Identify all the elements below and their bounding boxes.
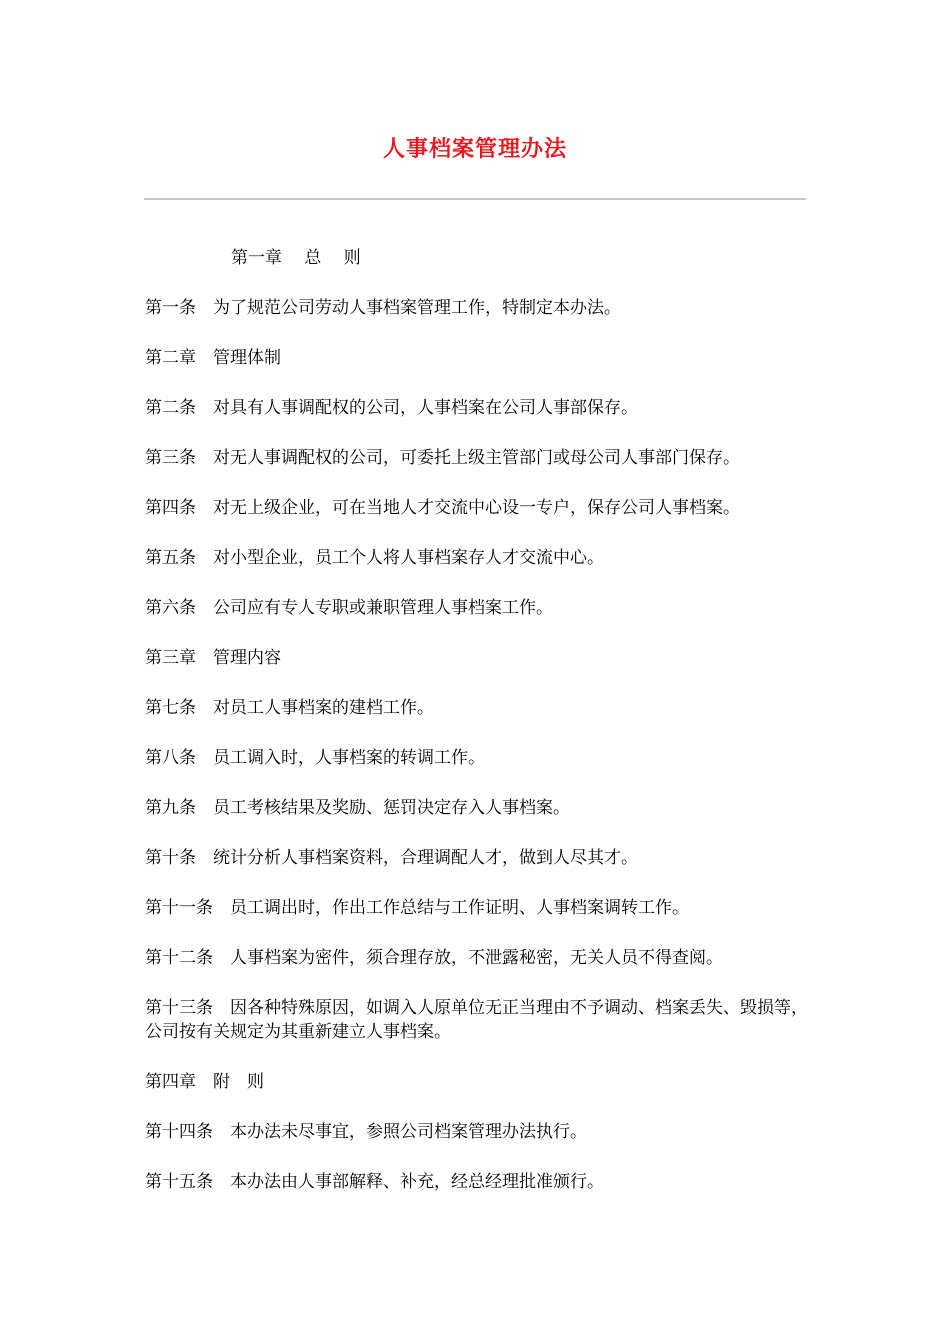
article-11: 第十一条 员工调出时，作出工作总结与工作证明、人事档案调转工作。 — [145, 898, 689, 918]
article-15: 第十五条 本办法由人事部解释、补充，经总经理批准颁行。 — [145, 1172, 604, 1192]
article-5: 第五条 对小型企业，员工个人将人事档案存人才交流中心。 — [145, 548, 604, 568]
title-divider — [144, 198, 806, 200]
chapter-heading-4: 第四章 附 则 — [145, 1072, 264, 1092]
article-8: 第八条 员工调入时，人事档案的转调工作。 — [145, 748, 485, 768]
article-6: 第六条 公司应有专人专职或兼职管理人事档案工作。 — [145, 598, 553, 618]
article-10: 第十条 统计分析人事档案资料，合理调配人才，做到人尽其才。 — [145, 848, 638, 868]
article-9: 第九条 员工考核结果及奖励、惩罚决定存入人事档案。 — [145, 798, 570, 818]
document-title: 人事档案管理办法 — [382, 137, 567, 162]
article-2: 第二条 对具有人事调配权的公司，人事档案在公司人事部保存。 — [145, 398, 638, 418]
article-12: 第十二条 人事档案为密件，须合理存放，不泄露秘密，无关人员不得查阅。 — [145, 948, 723, 968]
chapter-heading-2: 第二章 管理体制 — [145, 348, 281, 368]
document-body — [145, 246, 810, 1220]
article-4: 第四条 对无上级企业，可在当地人才交流中心设一专户，保存公司人事档案。 — [145, 498, 740, 518]
chapter-heading-3: 第三章 管理内容 — [145, 648, 281, 668]
article-1: 第一条 为了规范公司劳动人事档案管理工作，特制定本办法。 — [145, 298, 621, 318]
article-13: 第十三条 因各种特殊原因，如调入人原单位无正当理由不予调动、档案丢失、毁损等，公司按有关规定为其重新建立人事档案。 — [145, 998, 808, 1042]
article-7: 第七条 对员工人事档案的建档工作。 — [145, 698, 434, 718]
article-3: 第三条 对无人事调配权的公司，可委托上级主管部门或母公司人事部门保存。 — [145, 448, 740, 468]
chapter-heading-1: 第一章 总 则 — [231, 248, 361, 268]
article-14: 第十四条 本办法未尽事宜，参照公司档案管理办法执行。 — [145, 1122, 587, 1142]
